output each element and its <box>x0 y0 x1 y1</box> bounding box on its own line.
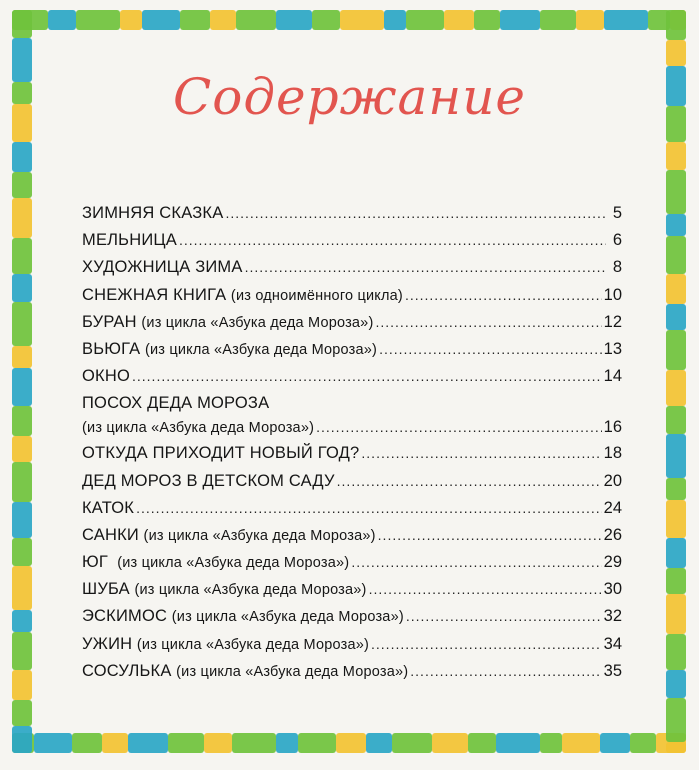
border-segment <box>336 733 366 753</box>
toc-entry-page: 8 <box>612 258 622 277</box>
border-segment <box>204 733 232 753</box>
toc-entry-page: 18 <box>603 444 622 463</box>
border-segment <box>666 10 686 40</box>
toc-entry-subtitle: (из цикла «Азбука деда Мороза») <box>171 609 404 626</box>
border-segment <box>366 733 392 753</box>
toc-entry-title: КАТОК <box>82 498 135 517</box>
toc-entry-subtitle: (из цикла «Азбука деда Мороза») <box>82 420 315 437</box>
border-segment <box>666 406 686 434</box>
toc-entry-page: 6 <box>612 231 622 250</box>
border-segment <box>298 733 336 753</box>
toc-entry-page: 35 <box>603 661 622 680</box>
page-title: Содержание <box>172 68 527 126</box>
toc-entry-page: 13 <box>603 339 622 358</box>
dot-leader <box>406 603 602 630</box>
border-segment <box>540 733 562 753</box>
dot-leader <box>361 440 601 467</box>
toc-entry <box>82 549 622 576</box>
dot-leader <box>136 495 602 522</box>
dot-leader <box>375 309 601 336</box>
border-segment <box>12 238 32 274</box>
border-segment <box>666 330 686 370</box>
border-segment <box>12 566 32 610</box>
toc-entry-title: СНЕЖНАЯ КНИГА <box>82 285 227 304</box>
toc-entry <box>82 631 622 658</box>
dot-leader <box>379 336 602 363</box>
border-segment <box>576 10 604 30</box>
border-segment <box>666 500 686 538</box>
dot-leader <box>378 522 602 549</box>
toc-entry-title: БУРАН <box>82 312 137 331</box>
dot-leader <box>410 658 601 685</box>
border-segment <box>474 10 500 30</box>
toc-entry <box>82 576 622 603</box>
border-segment <box>12 302 32 346</box>
toc-entry <box>82 603 622 630</box>
toc-entry-subtitle: (из цикла «Азбука деда Мороза») <box>141 314 374 331</box>
dot-leader <box>245 254 606 281</box>
border-segment <box>12 368 32 406</box>
border-segment <box>120 10 142 30</box>
dot-leader <box>316 414 602 440</box>
toc-entry-subtitle: (из цикла «Азбука деда Мороза») <box>144 341 378 358</box>
border-segment <box>444 10 474 30</box>
toc-entry <box>82 495 622 522</box>
border-segment <box>12 346 32 368</box>
border-segment <box>540 10 576 30</box>
border-segment <box>666 742 686 753</box>
border-segment <box>384 10 406 30</box>
border-segment <box>142 10 180 30</box>
border-segment <box>12 502 32 538</box>
toc-entry-page: 5 <box>612 204 622 222</box>
dot-leader <box>132 363 602 390</box>
toc-entry-subtitle: (из одноимённого цикла) <box>230 287 403 304</box>
border-segment <box>76 10 120 30</box>
border-segment <box>312 10 340 30</box>
border-segment <box>666 214 686 236</box>
toc-entry-page: 32 <box>603 607 622 626</box>
toc-entry-subtitle: (из цикла «Азбука деда Мороза») <box>134 582 367 599</box>
border-segment <box>12 610 32 632</box>
border-segment <box>432 733 468 753</box>
border-segment <box>180 10 210 30</box>
border-segment <box>666 370 686 406</box>
toc-entry-subtitle: (из цикла «Азбука деда Мороза») <box>117 555 350 572</box>
border-segment <box>12 700 32 726</box>
toc-entry-title: ВЬЮГА <box>82 339 141 358</box>
toc-entry <box>82 309 622 336</box>
toc-entry-subtitle: (из цикла «Азбука деда Мороза») <box>176 663 409 680</box>
toc-entry-title: ЗИМНЯЯ СКАЗКА <box>82 204 224 222</box>
toc-entry-title: МЕЛЬНИЦА <box>82 231 177 250</box>
border-segment <box>12 172 32 198</box>
border-segment <box>12 538 32 566</box>
border-segment <box>666 236 686 274</box>
border-segment <box>12 726 32 753</box>
border-segment <box>666 304 686 330</box>
border-segment <box>468 733 496 753</box>
border-segment <box>12 198 32 238</box>
dot-leader <box>225 200 606 227</box>
border-segment <box>666 594 686 634</box>
toc-entry <box>82 468 622 495</box>
dot-leader <box>405 282 602 309</box>
toc-entry-page: 14 <box>603 367 622 386</box>
border-segment <box>392 733 432 753</box>
border-segment <box>666 142 686 170</box>
border-segment <box>72 733 102 753</box>
border-segment <box>12 274 32 302</box>
toc-entry-title: ОТКУДА ПРИХОДИТ НОВЫЙ ГОД? <box>82 444 360 463</box>
border-segment <box>34 733 72 753</box>
border-segment <box>232 733 276 753</box>
border-segment <box>666 434 686 478</box>
border-segment <box>496 733 540 753</box>
toc-entry-page: 26 <box>603 525 622 544</box>
border-segment <box>666 568 686 594</box>
toc-entry <box>82 522 622 549</box>
toc-entry-title: ЮГ <box>82 553 109 572</box>
border-segment <box>236 10 276 30</box>
toc-entry-subtitle: (из цикла «Азбука деда Мороза») <box>136 636 370 653</box>
toc-entry <box>82 200 622 227</box>
toc-entry-page: 24 <box>603 498 622 517</box>
toc-entry-title: ДЕД МОРОЗ В ДЕТСКОМ САДУ <box>82 471 335 490</box>
dot-leader <box>371 631 602 658</box>
border-segment <box>604 10 648 30</box>
border-segment <box>666 274 686 304</box>
dot-leader <box>179 227 606 254</box>
toc-entry-subtitle: (из цикла «Азбука деда Мороза») <box>143 527 376 544</box>
border-segment <box>168 733 204 753</box>
border-segment <box>666 170 686 214</box>
toc-entry <box>82 227 622 254</box>
border-segment <box>12 632 32 670</box>
toc-entry-page: 10 <box>603 285 622 304</box>
border-segment <box>102 733 128 753</box>
toc-entry-page: 20 <box>603 471 622 490</box>
border-segment <box>406 10 444 30</box>
border-segment <box>12 406 32 436</box>
border-segment <box>340 10 384 30</box>
border-segment <box>12 462 32 502</box>
border-segment <box>12 436 32 462</box>
border-segment <box>666 698 686 742</box>
border-segment <box>666 478 686 500</box>
table-of-contents <box>82 200 622 685</box>
toc-entry-title: ОКНО <box>82 367 130 386</box>
border-segment <box>12 670 32 700</box>
toc-entry-title: УЖИН <box>82 634 133 653</box>
toc-entry-page: 30 <box>603 580 622 599</box>
toc-entry <box>82 336 622 363</box>
dot-leader <box>337 468 602 495</box>
border-segment <box>630 733 656 753</box>
toc-entry-title: СОСУЛЬКА <box>82 661 172 680</box>
border-segment <box>666 40 686 66</box>
border-segment <box>48 10 76 30</box>
border-segment <box>128 733 168 753</box>
dot-leader <box>369 576 602 603</box>
toc-entry <box>82 282 622 309</box>
toc-entry <box>82 390 622 440</box>
border-segment <box>562 733 600 753</box>
border-segment <box>600 733 630 753</box>
toc-entry-title: ХУДОЖНИЦА ЗИМА <box>82 258 243 277</box>
border-segment <box>666 670 686 698</box>
border-segment <box>12 10 32 38</box>
border-segment <box>666 634 686 670</box>
toc-entry-page: 29 <box>603 553 622 572</box>
toc-entry-title: САНКИ <box>82 525 139 544</box>
border-segment <box>500 10 540 30</box>
toc-entry <box>82 254 622 281</box>
toc-entry-page: 16 <box>603 418 622 437</box>
toc-entry <box>82 658 622 685</box>
toc-entry-title: ЭСКИМОС <box>82 607 168 626</box>
dot-leader <box>351 549 601 576</box>
toc-entry <box>82 440 622 467</box>
border-segment <box>276 10 312 30</box>
toc-entry-page: 12 <box>603 312 622 331</box>
toc-entry <box>82 363 622 390</box>
border-segment <box>666 538 686 568</box>
toc-entry-title: ПОСОХ ДЕДА МОРОЗА <box>82 394 270 413</box>
border-segment <box>12 142 32 172</box>
toc-entry-page: 34 <box>603 634 622 653</box>
border-segment <box>276 733 298 753</box>
border-segment <box>210 10 236 30</box>
toc-entry-title: ШУБА <box>82 580 130 599</box>
